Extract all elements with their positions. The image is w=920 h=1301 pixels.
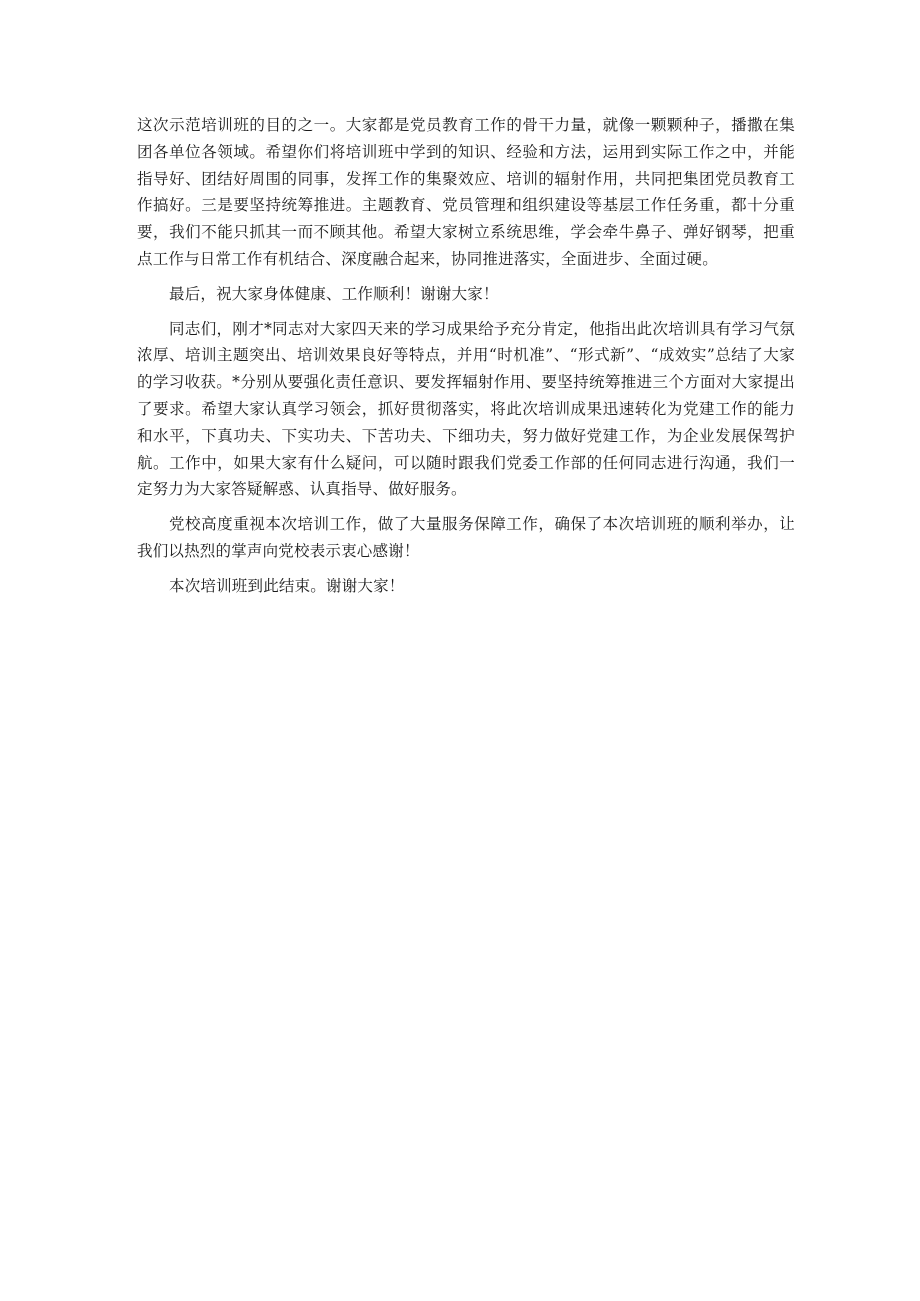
paragraph-3: 同志们，刚才*同志对大家四天来的学习成果给予充分肯定，他指出此次培训具有学习气氛浓厚、培训主题突出、培训效果良好等特点，并用“时机准”、“形式新”、“成效实”总结了大家的学习收获。*分别从要强化责任意识、要发挥辐射作用、要坚持统筹推进三个方面对大家提出了要求。希望大家认真学习领会，抓好贯彻落实，将此次培训成果迅速转化为党建工作的能力和水平，下真功夫、下实功夫、下苦功夫、下细功夫，努力做好党建工作，为企业发展保驾护航。工作中，如果大家有什么疑问，可以随时跟我们党委工作部的任何同志进行沟通，我们一定努力为大家答疑解惑、认真指导、做好服务。 bbox=[137, 319, 795, 499]
paragraph-5: 本次培训班到此结束。谢谢大家！ bbox=[169, 576, 405, 595]
paragraph-4: 党校高度重视本次培训工作，做了大量服务保障工作，确保了本次培训班的顺利举办，让我们以热烈的掌声向党校表示衷心感谢！ bbox=[137, 515, 795, 560]
paragraph-2: 最后，祝大家身体健康、工作顺利！谢谢大家！ bbox=[169, 284, 499, 303]
document-body bbox=[137, 112, 795, 608]
paragraph-1: 这次示范培训班的目的之一。大家都是党员教育工作的骨干力量，就像一颗颗种子，播撒在集团各单位各领域。希望你们将培训班中学到的知识、经验和方法，运用到实际工作之中，并能指导好、团结好周围的同事，发挥工作的集聚效应、培训的辐射作用，共同把集团党员教育工作搞好。三是要坚持统筹推进。主题教育、党员管理和组织建设等基层工作任务重，都十分重要，我们不能只抓其一而不顾其他。希望大家树立系统思维，学会牵牛鼻子、弹好钢琴，把重点工作与日常工作有机结合、深度融合起来，协同推进落实，全面进步、全面过硬。 bbox=[137, 116, 795, 268]
